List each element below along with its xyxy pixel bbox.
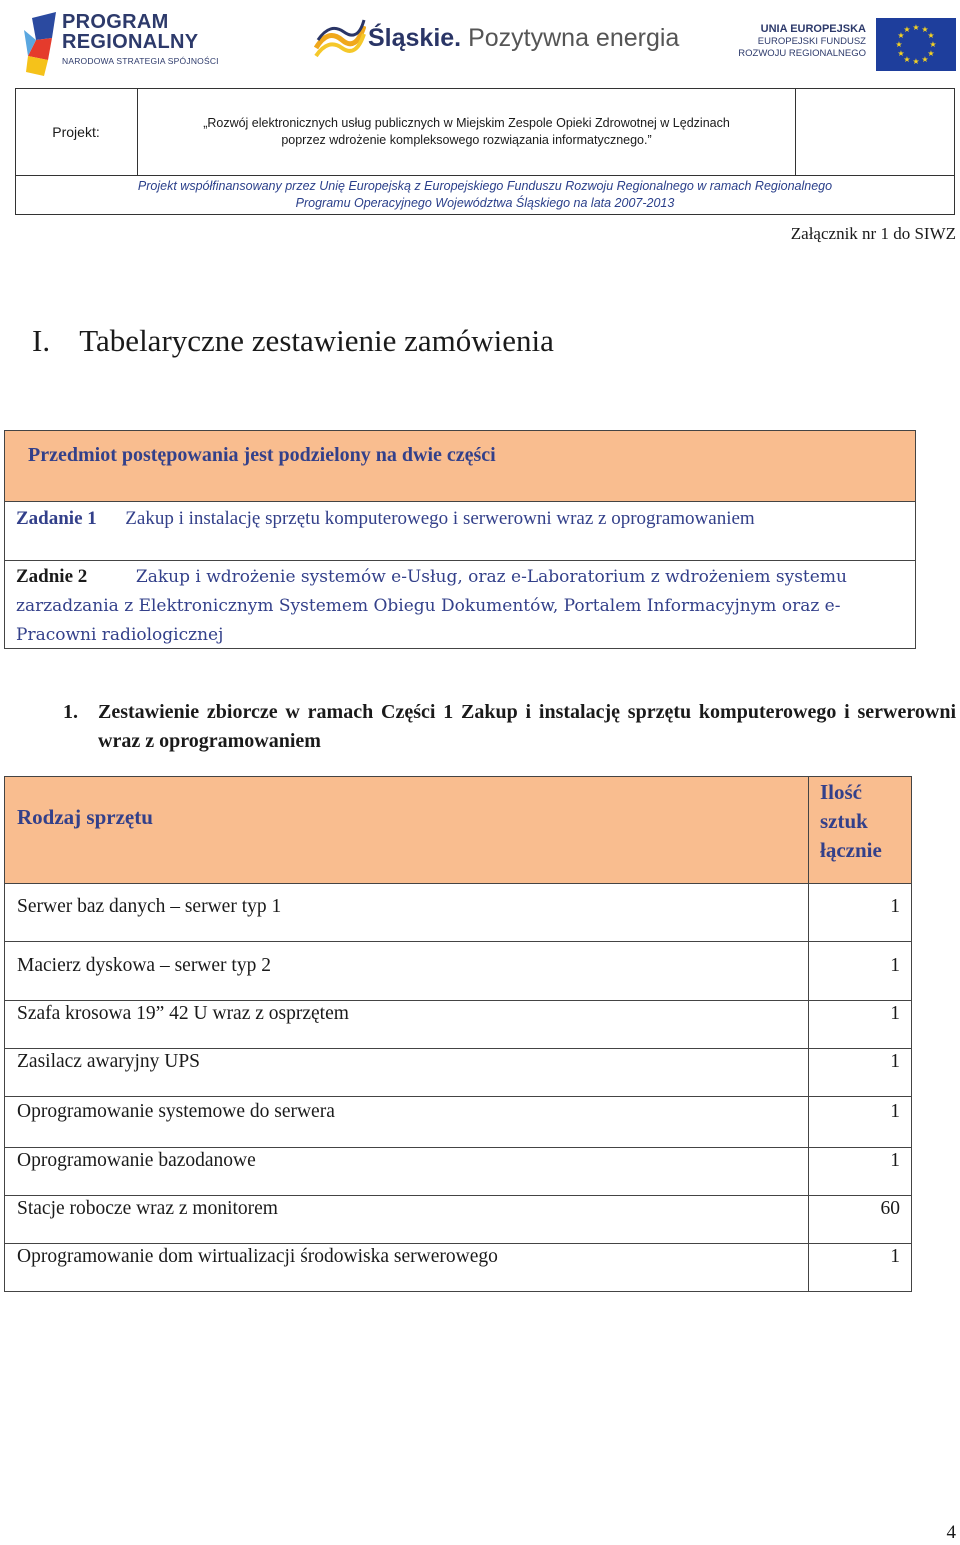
cofinance-line1: Projekt współfinansowany przez Unię Europejską z Europejskiego Funduszu Rozwoju Regionalnego w ramach Regionalnego (137, 179, 833, 193)
cofinance-note (15, 176, 955, 215)
svg-text:★: ★ (895, 40, 903, 49)
eu-line2: EUROPEJSKI FUNDUSZ (757, 36, 866, 47)
table-row-divider (4, 1147, 912, 1148)
attachment-label: Załącznik nr 1 do SIWZ (790, 224, 956, 243)
task-2 (16, 562, 904, 650)
slaskie-wave-icon (314, 18, 366, 62)
table-row-name: Oprogramowanie systemowe do serwera (17, 1101, 335, 1122)
table-row-qty: 1 (890, 955, 900, 976)
svg-text:★: ★ (903, 25, 911, 34)
table-row-divider (4, 1096, 912, 1097)
table-header-fill (5, 777, 911, 883)
qty-header-line1: Ilość (820, 780, 862, 804)
table-row-qty: 1 (890, 1150, 900, 1171)
task-2-text: Zakup i wdrożenie systemów e-Usług, oraz e-Laboratorium z wdrożeniem systemu zarzadzania z Elektronicznym Systemem Obiegu Dokumentów, Portalem Informacyjnym oraz e-Pracowni radiologicznej (16, 567, 847, 645)
svg-text:★: ★ (921, 55, 929, 64)
table-row-divider (4, 1243, 912, 1244)
table-row-divider (4, 941, 912, 942)
table-row-qty: 1 (890, 1003, 900, 1024)
slaskie-brand: Śląskie. (368, 24, 462, 52)
table-row-divider (4, 1195, 912, 1196)
qty-header-line2: sztuk (820, 809, 868, 833)
program-regionalny-logo (22, 10, 252, 80)
svg-text:★: ★ (912, 23, 920, 32)
page-heading (32, 323, 554, 359)
eu-logo-text (730, 22, 866, 60)
qty-header-line3: łącznie (820, 838, 882, 862)
slaskie-slogan: Pozytywna energia (468, 24, 680, 52)
svg-text:★: ★ (921, 25, 929, 34)
svg-text:★: ★ (897, 49, 905, 58)
section-number: 1. (63, 701, 78, 723)
table-row-divider (4, 1048, 912, 1049)
slaskie-logo-text (368, 24, 679, 53)
table-column-divider (808, 776, 809, 1292)
table-row-name: Serwer baz danych – serwer typ 1 (17, 896, 282, 917)
table-row-name: Oprogramowanie dom wirtualizacji środowiska serwerowego (17, 1246, 498, 1267)
cofinance-line2: Programu Operacyjnego Województwa Śląskiego na lata 2007-2013 (295, 196, 675, 210)
regionalny-label: REGIONALNY (62, 31, 199, 53)
table-row-qty: 60 (880, 1198, 900, 1219)
project-title (138, 88, 796, 175)
table-row-qty: 1 (890, 1246, 900, 1267)
table-row-name: Zasilacz awaryjny UPS (17, 1051, 201, 1072)
page-number: 4 (946, 1522, 956, 1543)
svg-text:★: ★ (903, 55, 911, 64)
table-row-qty: 1 (890, 1101, 900, 1122)
svg-text:★: ★ (912, 57, 920, 66)
column-header-quantity (820, 778, 882, 865)
heading-text: Tabelaryczne zestawienie zamówienia (79, 323, 554, 358)
table-row-qty: 1 (890, 896, 900, 917)
section-title (63, 698, 956, 756)
table-row-qty: 1 (890, 1051, 900, 1072)
section-text: Zestawienie zbiorcze w ramach Części 1 Zakup i instalację sprzętu komputerowego i serwerowni wraz z oprogramowaniem (98, 701, 956, 752)
task-1-label: Zadanie 1 (16, 508, 97, 529)
subject-divider (5, 560, 915, 561)
task-1 (16, 504, 904, 533)
program-label: PROGRAM (62, 11, 169, 33)
task-1-text: Zakup i instalację sprzętu komputerowego i serwerowni wraz z oprogramowaniem (125, 508, 755, 529)
eu-line1: UNIA EUROPEJSKA (760, 23, 866, 35)
table-row-name: Macierz dyskowa – serwer typ 2 (17, 955, 271, 976)
table-row-name: Stacje robocze wraz z monitorem (17, 1198, 278, 1219)
svg-text:★: ★ (897, 31, 905, 40)
project-label: Projekt: (15, 88, 138, 175)
eu-flag-icon (876, 18, 956, 71)
project-title-line2: poprzez wdrożenie kompleksowego rozwiązania informatycznego.” (281, 132, 652, 147)
subject-header: Przedmiot postępowania jest podzielony na dwie części (28, 444, 496, 466)
svg-text:★: ★ (929, 40, 937, 49)
svg-text:★: ★ (927, 49, 935, 58)
heading-number: I. (32, 323, 51, 358)
task-2-label: Zadnie 2 (16, 566, 88, 587)
table-row-name: Szafa krosowa 19” 42 U wraz z osprzętem (17, 1003, 349, 1024)
table-row-divider (4, 1000, 912, 1001)
nss-label: NARODOWA STRATEGIA SPÓJNOŚCI (62, 56, 219, 66)
eu-line3: ROZWOJU REGIONALNEGO (738, 48, 866, 59)
project-title-line1: „Rozwój elektronicznych usług publicznych w Miejskim Zespole Opieki Zdrowotnej w Lędzinach (203, 115, 730, 130)
column-header-equipment: Rodzaj sprzętu (17, 805, 153, 829)
svg-text:★: ★ (927, 31, 935, 40)
table-row-name: Oprogramowanie bazodanowe (17, 1150, 256, 1171)
table-row-divider (4, 883, 912, 884)
star-emblem-icon (22, 10, 62, 80)
